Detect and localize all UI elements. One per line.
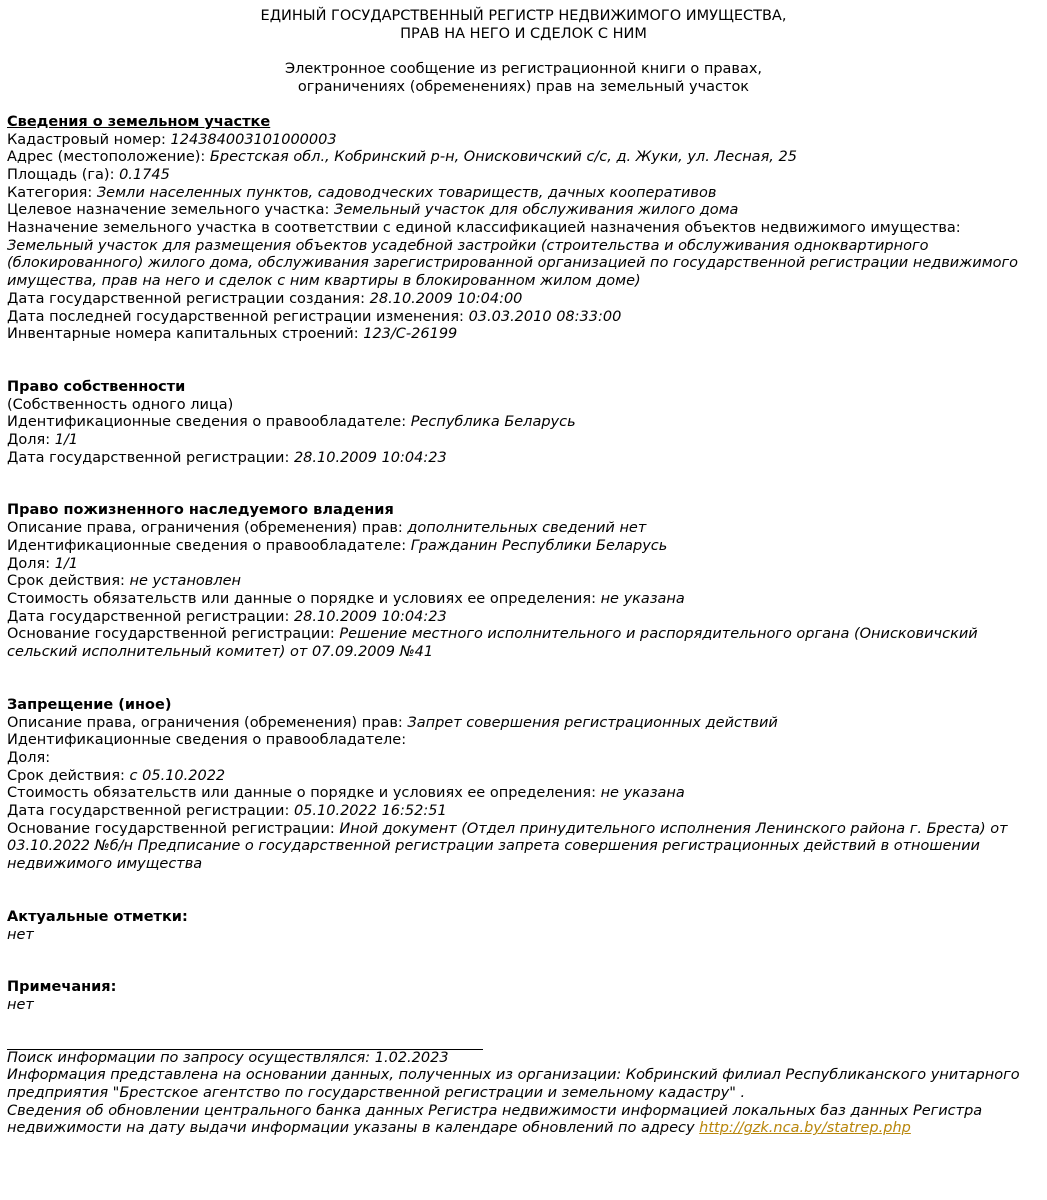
- classification-value: Земельный участок для размещения объектов усадебной застройки (строительства и обслуживания одноквартирного (блокированного) жилого дома, обслуживания зарегистрированной организацией по государственной регистрации недвижимого имущества, прав на него и сделок с ним квартиры в блокированном жилом доме): [7, 237, 1019, 290]
- header-line-1: ЕДИНЫЙ ГОСУДАРСТВЕННЫЙ РЕГИСТР НЕДВИЖИМОГО ИМУЩЕСТВА,: [260, 8, 787, 24]
- basis-label: Основание государственной регистрации:: [7, 626, 340, 643]
- subtitle-line-1: Электронное сообщение из регистрационной книги о правах,: [284, 61, 763, 78]
- share-value: 1/1: [54, 432, 79, 449]
- prohibition-desc-row: [7, 715, 1040, 733]
- prohibition-section: [7, 697, 1040, 874]
- footer-search-date: Поиск информации по запросу осуществлялся: 1.02.2023: [7, 1049, 449, 1066]
- prohibition-date-row: [7, 803, 1040, 821]
- creation-date-row: [7, 291, 1040, 309]
- date-label: Дата государственной регистрации:: [7, 608, 294, 625]
- lifetime-date-row: [7, 609, 1040, 627]
- notes-value: нет: [7, 996, 34, 1013]
- ownership-share-row: [7, 432, 1040, 450]
- prohibition-basis-row: [7, 821, 1040, 874]
- current-marks-value: нет: [7, 926, 34, 943]
- area-row: [7, 167, 1040, 185]
- ownership-section: [7, 379, 1040, 468]
- creation-date-value: 28.10.2009 10:04:00: [369, 290, 523, 307]
- term-value: не установлен: [129, 573, 242, 590]
- ownership-type: (Собственность одного лица): [7, 396, 234, 413]
- desc-label: Описание права, ограничения (обременения) прав:: [7, 520, 408, 537]
- date-value: 28.10.2009 10:04:23: [293, 608, 447, 625]
- lifetime-share-row: [7, 556, 1040, 574]
- prohibition-cost-row: [7, 785, 1040, 803]
- register-header: [7, 0, 1040, 43]
- cadastral-number-label: Кадастровый номер:: [7, 131, 171, 148]
- subtitle-line-2: ограничениях (обременениях) прав на земельный участок: [297, 79, 750, 96]
- cost-label: Стоимость обязательств или данные о порядке и условиях ее определения:: [7, 785, 601, 802]
- lifetime-term-row: [7, 573, 1040, 591]
- area-label: Площадь (га):: [7, 166, 120, 183]
- statrep-link[interactable]: http://gzk.nca.by/statrep.php: [699, 1120, 911, 1137]
- inventory-label: Инвентарные номера капитальных строений:: [7, 326, 364, 343]
- cost-value: не указана: [600, 785, 685, 802]
- lifetime-possession-title: Право пожизненного наследуемого владения: [7, 502, 394, 519]
- date-value: 28.10.2009 10:04:23: [293, 449, 447, 466]
- inventory-value: 123/C-26199: [363, 326, 458, 343]
- ownership-title: Право собственности: [7, 378, 186, 395]
- notes-section: [7, 979, 1040, 1014]
- lifetime-cost-row: [7, 591, 1040, 609]
- category-row: [7, 185, 1040, 203]
- cadastral-number-row: [7, 132, 1040, 150]
- holder-value: Республика Беларусь: [410, 414, 576, 431]
- footer-source: Информация представлена на основании данных, полученных из организации: Кобринский филиал Республиканского унитарного предприятия "Брестское агентство по государственной регистрации и земельному кадастру" .: [7, 1067, 1020, 1102]
- cadastral-number-value: 124384003101000003: [170, 131, 337, 148]
- ownership-date-row: [7, 450, 1040, 468]
- share-label: Доля:: [7, 555, 55, 572]
- desc-label: Описание права, ограничения (обременения) прав:: [7, 714, 408, 731]
- lifetime-possession-section: [7, 502, 1040, 661]
- date-value: 05.10.2022 16:52:51: [293, 803, 447, 820]
- address-row: [7, 149, 1040, 167]
- prohibition-title: Запрещение (иное): [7, 696, 172, 713]
- cost-label: Стоимость обязательств или данные о порядке и условиях ее определения:: [7, 590, 601, 607]
- prohibition-holder-row: Идентификационные сведения о правообладателе:: [7, 732, 407, 749]
- holder-label: Идентификационные сведения о правообладателе:: [7, 414, 411, 431]
- date-label: Дата государственной регистрации:: [7, 449, 294, 466]
- basis-label: Основание государственной регистрации:: [7, 820, 340, 837]
- land-plot-section: [7, 114, 1040, 344]
- prohibition-term-row: [7, 768, 1040, 786]
- footer: [7, 1050, 1040, 1139]
- current-marks-section: [7, 909, 1040, 944]
- address-label: Адрес (местоположение):: [7, 149, 210, 166]
- basis-value: Решение местного исполнительного и распорядительного органа (Онисковичский сельский исполнительный комитет) от 07.09.2009 №41: [7, 626, 978, 661]
- share-label: Доля:: [7, 432, 55, 449]
- category-value: Земли населенных пунктов, садоводческих товариществ, дачных кооперативов: [96, 184, 717, 201]
- change-date-label: Дата последней государственной регистрации изменения:: [7, 308, 469, 325]
- date-label: Дата государственной регистрации:: [7, 803, 294, 820]
- land-plot-title: Сведения о земельном участке: [7, 113, 271, 130]
- notes-title: Примечания:: [7, 979, 117, 996]
- term-label: Срок действия:: [7, 767, 130, 784]
- term-value: с 05.10.2022: [129, 767, 226, 784]
- purpose-row: [7, 202, 1040, 220]
- address-value: Брестская обл., Кобринский р-н, Онисковичский с/с, д. Жуки, ул. Лесная, 25: [209, 149, 797, 166]
- classification-label: Назначение земельного участка в соответствии с единой классификацией назначения объектов недвижимого имущества:: [7, 220, 961, 237]
- change-date-value: 03.03.2010 08:33:00: [468, 308, 622, 325]
- creation-date-label: Дата государственной регистрации создания:: [7, 290, 370, 307]
- message-subtitle: [7, 61, 1040, 96]
- holder-label: Идентификационные сведения о правообладателе:: [7, 537, 411, 554]
- holder-value: Гражданин Республики Беларусь: [410, 537, 668, 554]
- ownership-holder-row: [7, 414, 1040, 432]
- desc-value: дополнительных сведений нет: [407, 520, 647, 537]
- desc-value: Запрет совершения регистрационных действий: [407, 714, 778, 731]
- lifetime-holder-row: [7, 538, 1040, 556]
- basis-value: Иной документ (Отдел принудительного исполнения Ленинского района г. Бреста) от 03.10.2022 №б/н Предписание о государственной регистрации запрета совершения регистрационных действий в отношении недвижимого имущества: [7, 820, 1008, 873]
- area-value: 0.1745: [119, 166, 170, 183]
- term-label: Срок действия:: [7, 573, 130, 590]
- footer-update-text: Сведения об обновлении центрального банка данных Регистра недвижимости информацией локальных баз данных Регистра недвижимости на дату выдачи информации указаны в календаре обновлений по адресу: [7, 1102, 983, 1137]
- prohibition-share-row: Доля:: [7, 749, 51, 766]
- cost-value: не указана: [600, 590, 685, 607]
- inventory-row: [7, 326, 1040, 344]
- lifetime-desc-row: [7, 520, 1040, 538]
- lifetime-basis-row: [7, 626, 1040, 661]
- change-date-row: [7, 309, 1040, 327]
- footer-update-info: [7, 1103, 1040, 1138]
- purpose-value: Земельный участок для обслуживания жилого дома: [334, 202, 739, 219]
- category-label: Категория:: [7, 184, 97, 201]
- share-value: 1/1: [54, 555, 79, 572]
- purpose-label: Целевое назначение земельного участка:: [7, 202, 335, 219]
- header-line-2: ПРАВ НА НЕГО И СДЕЛОК С НИМ: [400, 25, 647, 42]
- current-marks-title: Актуальные отметки:: [7, 908, 188, 925]
